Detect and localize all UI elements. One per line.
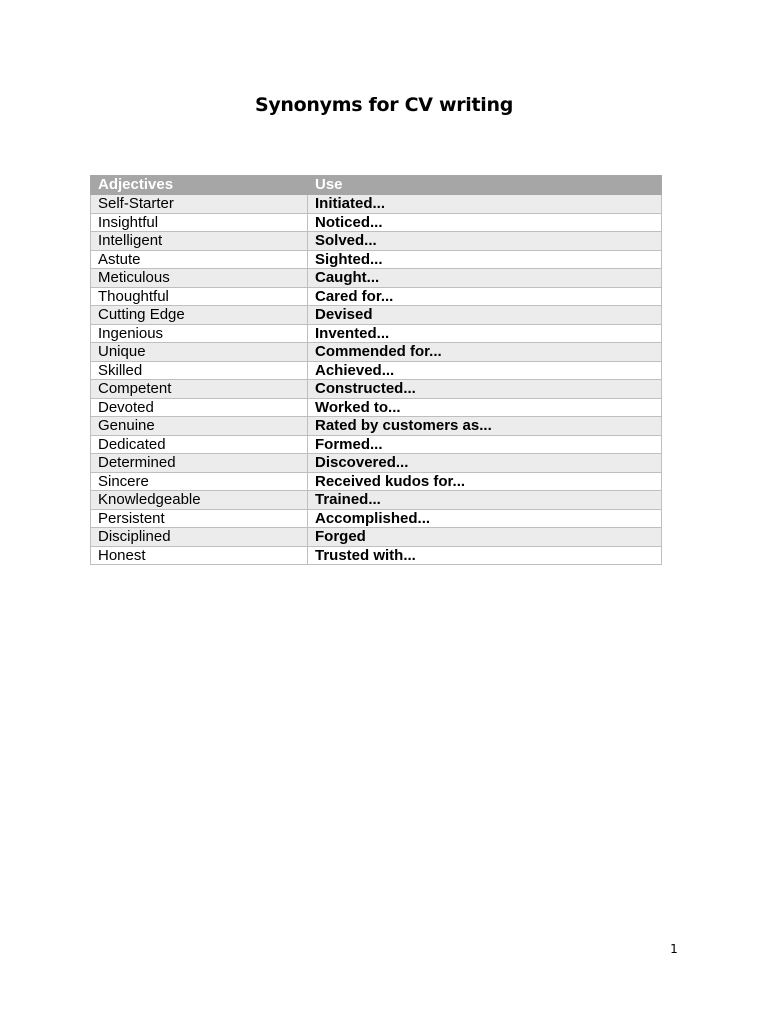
table-header-row [91,176,662,195]
adjective-cell: Devoted [91,398,308,417]
table-row [91,398,662,417]
adjective-cell: Genuine [91,417,308,436]
adjective-cell: Knowledgeable [91,491,308,510]
adjective-cell: Disciplined [91,528,308,547]
adjective-cell: Unique [91,343,308,362]
use-cell: Trained... [308,491,662,510]
synonyms-table [90,175,662,565]
column-header-use: Use [308,176,662,195]
use-cell: Accomplished... [308,509,662,528]
use-cell: Solved... [308,232,662,251]
table-row [91,528,662,547]
use-cell: Initiated... [308,195,662,214]
table-row [91,232,662,251]
adjective-cell: Persistent [91,509,308,528]
table-row [91,417,662,436]
table-row [91,454,662,473]
adjective-cell: Insightful [91,213,308,232]
use-cell: Invented... [308,324,662,343]
adjective-cell: Thoughtful [91,287,308,306]
table-row [91,250,662,269]
use-cell: Caught... [308,269,662,288]
table-row [91,324,662,343]
use-cell: Formed... [308,435,662,454]
table-row [91,213,662,232]
adjective-cell: Skilled [91,361,308,380]
adjective-cell: Honest [91,546,308,565]
use-cell: Rated by customers as... [308,417,662,436]
table-row [91,306,662,325]
use-cell: Commended for... [308,343,662,362]
adjective-cell: Cutting Edge [91,306,308,325]
adjective-cell: Astute [91,250,308,269]
column-header-adjectives: Adjectives [91,176,308,195]
adjective-cell: Self-Starter [91,195,308,214]
use-cell: Devised [308,306,662,325]
use-cell: Constructed... [308,380,662,399]
page-number: 1 [670,942,678,956]
table-header [91,176,662,195]
table-row [91,491,662,510]
use-cell: Forged [308,528,662,547]
table-body [91,195,662,565]
adjective-cell: Intelligent [91,232,308,251]
table-row [91,361,662,380]
use-cell: Cared for... [308,287,662,306]
table-row [91,435,662,454]
adjective-cell: Determined [91,454,308,473]
table-row [91,509,662,528]
use-cell: Achieved... [308,361,662,380]
use-cell: Received kudos for... [308,472,662,491]
adjective-cell: Ingenious [91,324,308,343]
document-title: Synonyms for CV writing [254,94,514,116]
use-cell: Noticed... [308,213,662,232]
adjective-cell: Competent [91,380,308,399]
use-cell: Discovered... [308,454,662,473]
table-row [91,287,662,306]
adjective-cell: Sincere [91,472,308,491]
use-cell: Worked to... [308,398,662,417]
adjective-cell: Dedicated [91,435,308,454]
table-row [91,546,662,565]
table-row [91,380,662,399]
table-row [91,195,662,214]
adjective-cell: Meticulous [91,269,308,288]
table-row [91,269,662,288]
table-row [91,472,662,491]
use-cell: Trusted with... [308,546,662,565]
table-row [91,343,662,362]
use-cell: Sighted... [308,250,662,269]
